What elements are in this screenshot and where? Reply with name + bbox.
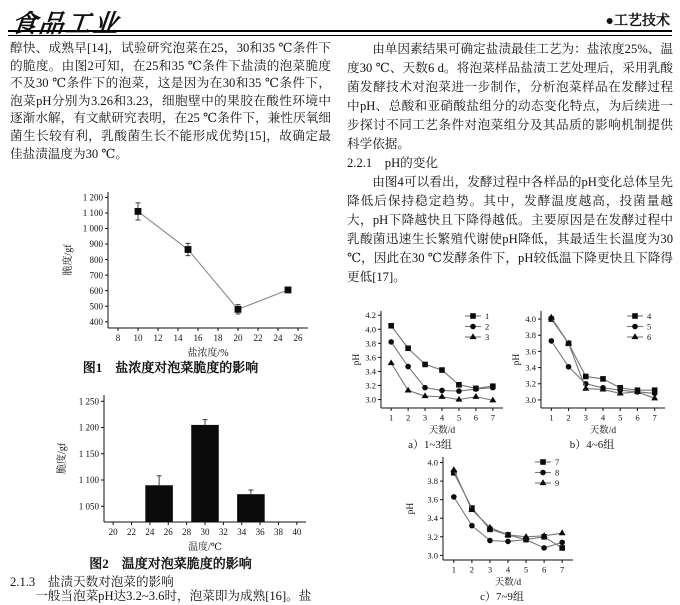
svg-text:3.6: 3.6 [365, 352, 376, 363]
section-2-2-1-heading: 2.2.1 pH的变化 [347, 156, 438, 170]
svg-text:18: 18 [213, 333, 223, 343]
svg-text:9: 9 [555, 478, 560, 488]
svg-text:4: 4 [647, 311, 652, 321]
fig4a-ph-groups-1-3-chart [350, 306, 510, 435]
svg-text:8: 8 [115, 333, 121, 343]
fig4b-subcaption: b）4~6组 [569, 439, 615, 451]
svg-text:3.0: 3.0 [427, 550, 438, 561]
right-column-text [347, 40, 673, 287]
svg-text:1 150: 1 150 [78, 448, 99, 459]
svg-text:20: 20 [233, 333, 243, 343]
svg-text:3.6: 3.6 [525, 346, 536, 357]
svg-text:3.2: 3.2 [427, 531, 438, 542]
svg-text:5: 5 [523, 564, 529, 575]
svg-text:800: 800 [89, 254, 103, 265]
svg-text:400: 400 [89, 316, 103, 327]
svg-text:3.8: 3.8 [427, 476, 438, 487]
svg-text:3.6: 3.6 [427, 494, 438, 505]
svg-text:26: 26 [293, 333, 303, 343]
fig2-caption: 图2 温度对泡菜脆度的影响 [89, 556, 252, 571]
fig4b-ph-groups-4-6-chart [510, 306, 674, 435]
svg-text:36: 36 [255, 527, 265, 537]
svg-text:1: 1 [389, 412, 394, 423]
svg-text:1 250: 1 250 [78, 396, 99, 407]
svg-text:700: 700 [89, 270, 103, 281]
svg-text:天数/d: 天数/d [428, 426, 456, 435]
svg-text:7: 7 [490, 412, 495, 423]
svg-text:7: 7 [560, 564, 565, 575]
svg-text:26: 26 [163, 527, 173, 537]
svg-text:24: 24 [145, 527, 155, 537]
svg-text:3: 3 [583, 412, 588, 423]
svg-text:1 100: 1 100 [82, 208, 103, 219]
svg-text:1: 1 [451, 564, 456, 575]
svg-text:4.0: 4.0 [365, 324, 376, 335]
column-section-label: ●工艺技术 [605, 12, 670, 28]
svg-text:3: 3 [487, 564, 493, 575]
svg-text:1: 1 [549, 412, 554, 423]
svg-text:3.4: 3.4 [427, 513, 438, 524]
svg-text:1 050: 1 050 [78, 501, 99, 512]
svg-text:温度/℃: 温度/℃ [188, 542, 222, 552]
svg-text:1 000: 1 000 [82, 223, 103, 234]
svg-text:900: 900 [89, 239, 103, 250]
fig4c-ph-groups-7-9-chart [404, 452, 600, 587]
journal-logo: 食品工业 [10, 11, 122, 38]
svg-text:3.4: 3.4 [365, 366, 376, 377]
left-paragraph-days: 一般当泡菜pH达3.2~3.6时，泡菜即为成熟[16]。盐 [35, 589, 312, 603]
header-rule-thick [8, 30, 672, 32]
svg-text:38: 38 [273, 527, 283, 537]
svg-text:2: 2 [469, 564, 475, 575]
svg-text:22: 22 [253, 333, 263, 343]
svg-text:16: 16 [193, 333, 203, 343]
svg-text:1 200: 1 200 [78, 422, 99, 433]
svg-text:pH: pH [352, 353, 362, 366]
svg-text:3.4: 3.4 [525, 362, 536, 373]
svg-text:3.8: 3.8 [365, 338, 376, 349]
svg-text:3: 3 [485, 332, 490, 342]
svg-text:6: 6 [473, 412, 479, 423]
svg-text:3.2: 3.2 [365, 380, 376, 391]
svg-text:3.0: 3.0 [525, 394, 536, 405]
svg-text:1 200: 1 200 [82, 192, 103, 203]
header-rule-thin [8, 35, 672, 36]
svg-text:4.2: 4.2 [365, 310, 376, 321]
svg-text:3: 3 [422, 412, 428, 423]
svg-text:2: 2 [405, 412, 411, 423]
section-2-1-3-heading: 2.1.3 盐渍天数对泡菜的影响 [10, 575, 174, 589]
svg-text:2: 2 [485, 321, 490, 332]
svg-text:4: 4 [505, 564, 511, 575]
svg-text:20: 20 [108, 527, 118, 537]
svg-text:6: 6 [635, 412, 640, 423]
fig2-temperature-crispness-chart [56, 389, 320, 552]
svg-text:盐浓度/%: 盐浓度/% [187, 348, 229, 358]
svg-text:3.0: 3.0 [365, 394, 376, 405]
svg-text:5: 5 [456, 412, 462, 423]
svg-text:8: 8 [555, 467, 560, 478]
svg-text:1: 1 [485, 311, 490, 321]
svg-text:3.8: 3.8 [525, 330, 536, 341]
svg-text:5: 5 [618, 412, 623, 423]
svg-text:4.0: 4.0 [427, 457, 438, 468]
svg-text:24: 24 [273, 333, 283, 343]
svg-text:500: 500 [89, 301, 103, 312]
svg-text:4: 4 [600, 412, 606, 423]
svg-text:10: 10 [133, 333, 143, 343]
fig1-caption: 图1 盐浓度对泡菜脆度的影响 [82, 360, 259, 375]
svg-text:4.0: 4.0 [525, 314, 536, 325]
right-paragraph-ph: 由图4可以看出，发酵过程中各样品的pH变化总体呈先降低后保持稳定趋势。其中，发酵温度越高，投菌量越大，pH下降越快且下降得越低。主要原因是在发酵过程中乳酸菌迅速生长繁殖代谢使pH降低，其最适生长温度为30 ℃，因此在30 ℃发酵条件下，pH较低温下降更快且下降得更低[17]。 [347, 175, 673, 284]
svg-text:14: 14 [173, 333, 183, 343]
svg-text:pH: pH [406, 502, 416, 515]
svg-text:34: 34 [237, 527, 247, 537]
svg-text:3.2: 3.2 [525, 378, 536, 389]
svg-text:600: 600 [89, 285, 103, 296]
svg-text:脆度/gf: 脆度/gf [57, 442, 68, 475]
svg-text:30: 30 [200, 527, 210, 537]
svg-text:28: 28 [182, 527, 192, 537]
svg-text:天数/d: 天数/d [494, 578, 522, 587]
right-paragraph-process: 由单因素结果可确定盐渍最佳工艺为：盐浓度25%、温度30 ℃、天数6 d。将泡菜样品盐渍工艺处理后，采用乳酸菌发酵技术对泡菜进一步制作，分析泡菜样品在发酵过程中pH、总酸和亚硝酸盐组分的动态变化特点，为后续进一步探讨不同工艺条件对泡菜组分及其品质的影响机制提供科学依据。 [347, 42, 673, 151]
svg-text:pH: pH [512, 353, 522, 366]
fig4c-subcaption: c）7~9组 [480, 591, 524, 603]
svg-text:32: 32 [218, 527, 228, 537]
svg-text:12: 12 [153, 333, 163, 343]
fig1-salt-concentration-crispness-chart [62, 186, 320, 358]
svg-text:2: 2 [566, 412, 571, 423]
svg-text:7: 7 [555, 457, 560, 467]
svg-text:5: 5 [647, 321, 652, 332]
fig4a-subcaption: a）1~3组 [408, 439, 452, 451]
svg-text:脆度/gf: 脆度/gf [63, 244, 74, 276]
svg-text:天数/d: 天数/d [589, 426, 617, 435]
svg-text:6: 6 [647, 332, 652, 342]
svg-text:4: 4 [439, 412, 445, 423]
left-paragraph-crispness: 醇快、成熟早[14]，试验研究泡菜在25，30和35 ℃条件下的脆度。由图2可知，在25和35 ℃条件下盐渍的泡菜脆度不及30 ℃条件下的泡菜，这是因为在30和35 ℃条件下，泡菜pH分别为3.26和3.23，细胞壁中的果胶在酸性环境中逐渐水解，有文献研究表明，在25 ℃条件下，兼性厌氧细菌生长较有利，乳酸菌生长不能形成优势[15]，故确定最佳盐渍温度为30 ℃。 [10, 41, 331, 161]
svg-text:1 100: 1 100 [78, 475, 99, 486]
svg-text:22: 22 [127, 527, 137, 537]
svg-text:6: 6 [541, 564, 547, 575]
svg-text:7: 7 [652, 412, 657, 423]
svg-text:40: 40 [292, 527, 302, 537]
